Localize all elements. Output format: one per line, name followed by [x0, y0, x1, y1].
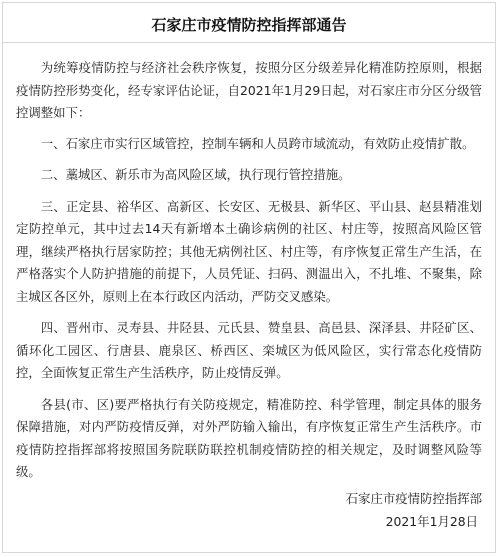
paragraph-closing: 各县(市、区)要严格执行有关防疫规定，精准防控、科学管理，制定具体的服务保障措施，对内严防疫情反弹，对外严防输入输出，有序恢复正常生产生活秩序。市疫情防控指挥部将按照国务院联防联控机制疫情防控的相关规定，及时调整风险等级。 — [16, 396, 482, 479]
paragraph-item-1: 一、石家庄市实行区域管控，控制车辆和人员跨市域流动，有效防止疫情扩散。 — [40, 135, 475, 151]
title-divider — [2, 42, 496, 43]
paragraph-item-4: 四、晋州市、灵寿县、井陉县、元氏县、赞皇县、高邑县、深泽县、井陉矿区、循环化工园区、行唐县、鹿泉区、桥西区、栾城区为低风险区，实行常态化疫情防控，全面恢复正常生产生活秩序，防止疫情反弹。 — [16, 320, 482, 380]
paragraph-intro: 为统筹疫情防控与经济社会秩序恢复，按照分区分级差异化精准防控原则，根据疫情防控形势变化，经专家评估论证，自2021年1月29日起，对石家庄市分区分级管控调整如下： — [16, 60, 482, 120]
paragraph-item-3: 三、正定县、裕华区、高新区、长安区、无极县、新华区、平山县、赵县精准划定防控单元，其中过去14天有新增本土确诊病例的社区、村庄等，按照高风险区管理，继续严格执行居家防控；其他无病例社区、村庄等，有序恢复正常生产生活，在严格落实个人防护措施的前提下，人员凭证、扫码、测温出入，不扎堆、不聚集，除主城区各区外，原则上在本行政区内活动，严防交叉感染。 — [16, 198, 482, 304]
notice-body — [16, 57, 482, 484]
signature-block — [346, 487, 482, 533]
paragraph-item-2: 二、藁城区、新乐市为高风险区域，执行现行管控措施。 — [40, 167, 351, 182]
notice-title: 石家庄市疫情防控指挥部通告 — [151, 16, 347, 34]
issue-date: 2021年1月28日 — [385, 514, 478, 529]
notice-document — [2, 2, 496, 553]
issuer-signature: 石家庄市疫情防控指挥部 — [345, 491, 482, 506]
